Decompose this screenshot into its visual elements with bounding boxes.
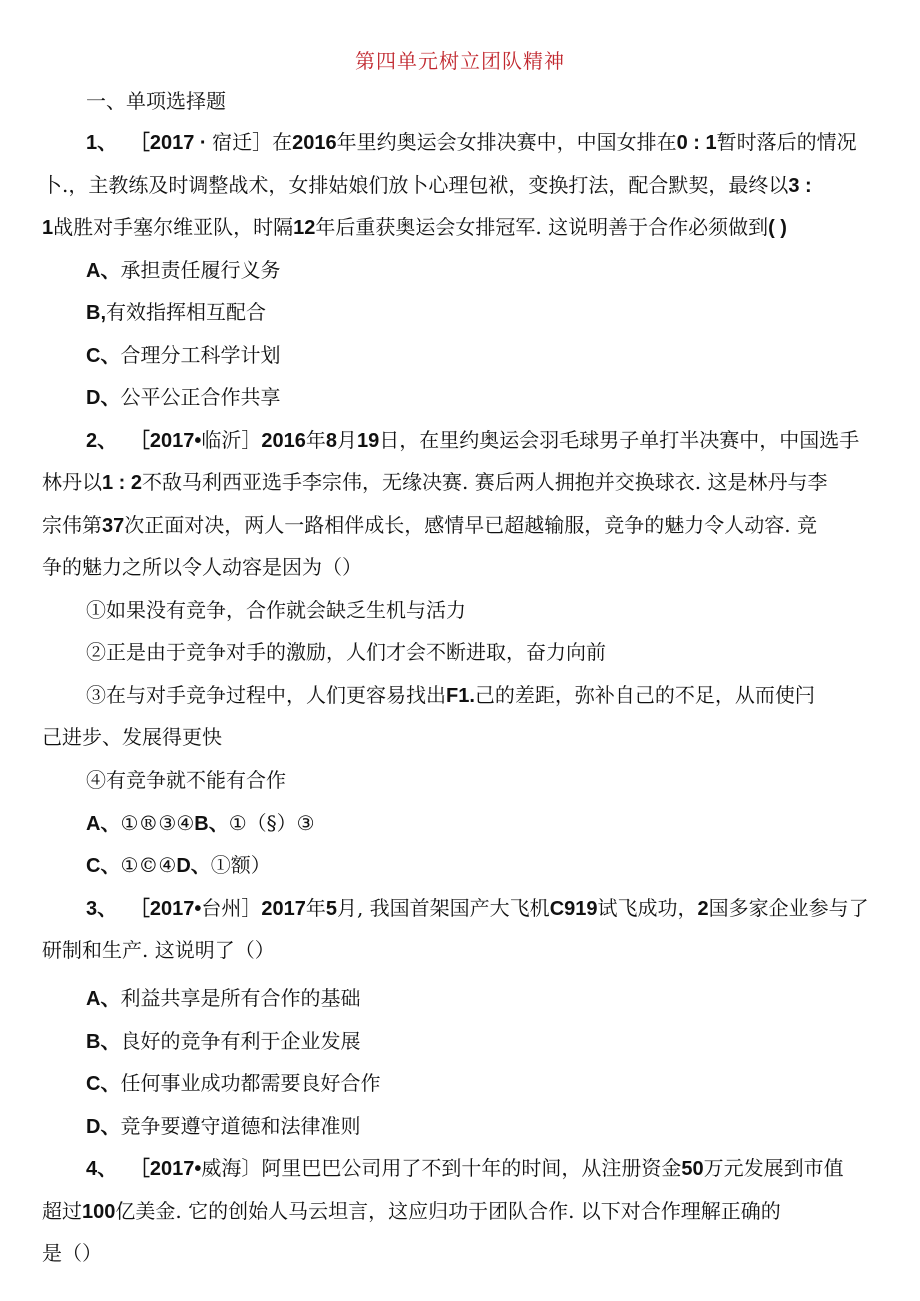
question-2-line-2: 林丹以1 : 2不敌马利西亚选手李宗伟，无缘决赛. 赛后两人拥抱并交换球衣. 这是林丹与李 [42,470,828,494]
question-2-options-ab: A、①®③④B、①（§）③ [86,811,315,835]
question-1-option-a: A、承担责任履行义务 [86,258,281,282]
question-1-option-c: C、合理分工科学计划 [86,343,281,367]
question-1-option-b: B,有效指挥相互配合 [86,300,266,324]
question-3-option-d: D、竞争要遵守道德和法律准则 [86,1114,361,1138]
question-3-option-b: B、良好的竞争有利于企业发展 [86,1029,361,1053]
question-2-statement-4: ④有竞争就不能有合作 [86,768,286,792]
question-4-line-1: 4、 ［2017•威海〕阿里巴巴公司用了不到十年的时间，从注册资金50万元发展到市值 [86,1156,844,1180]
question-1-line-2: 卜.，主教练及时调整战术，女排姑娘们放卜心理包袱，变换打法，配合默契，最终以3 : [42,173,812,197]
question-2-line-3: 宗伟第37次正面对决，两人一路相伴成长，感情早已超越输服，竞争的魅力令人动容. 竞 [42,513,817,537]
question-3-option-c: C、任何事业成功都需要良好合作 [86,1071,381,1095]
question-1-line-3: 1战胜对手塞尔维亚队，时隔12年后重获奥运会女排冠军. 这说明善于合作必须做到( ) [42,215,787,239]
question-2-statement-3: ③在与对手竞争过程中，人们更容易找出F1.己的差距，弥补自己的不足，从而使闩 [86,683,815,707]
question-2-options-cd: C、①©④D、①额） [86,853,271,877]
question-3-line-1: 3、 ［2017•台州］2017年5月, 我国首架国产大飞机C919试飞成功，2国多家企业参与了 [86,896,869,920]
question-1-line-1: 1、 ［2017 · 宿迁］在2016年里约奥运会女排决赛中，中国女排在0 : 1暂时落后的情况 [86,130,857,154]
question-4-line-3: 是（） [42,1241,102,1265]
section-heading: 一、单项选择题 [86,89,226,113]
question-2-line-4: 争的魅力之所以令人动容是因为（） [42,555,362,579]
question-2-statement-3-cont: 己进步、发展得更快 [42,725,222,749]
document-title: 第四单元树立团队精神 [355,49,565,73]
question-2-statement-1: ①如果没有竞争，合作就会缺乏生机与活力 [86,598,466,622]
question-2-statement-2: ②正是由于竞争对手的激励，人们才会不断进取，奋力向前 [86,640,606,664]
question-2-line-1: 2、 ［2017•临沂］2016年8月19日，在里约奥运会羽毛球男子单打半决赛中，中国选手 [86,428,860,452]
question-3-option-a: A、利益共享是所有合作的基础 [86,986,361,1010]
question-4-line-2: 超过100亿美金. 它的创始人马云坦言，这应归功于团队合作. 以下对合作理解正确的 [42,1199,781,1223]
question-3-line-2: 研制和生产. 这说明了（） [42,938,275,962]
question-1-option-d: D、公平公正合作共享 [86,385,281,409]
